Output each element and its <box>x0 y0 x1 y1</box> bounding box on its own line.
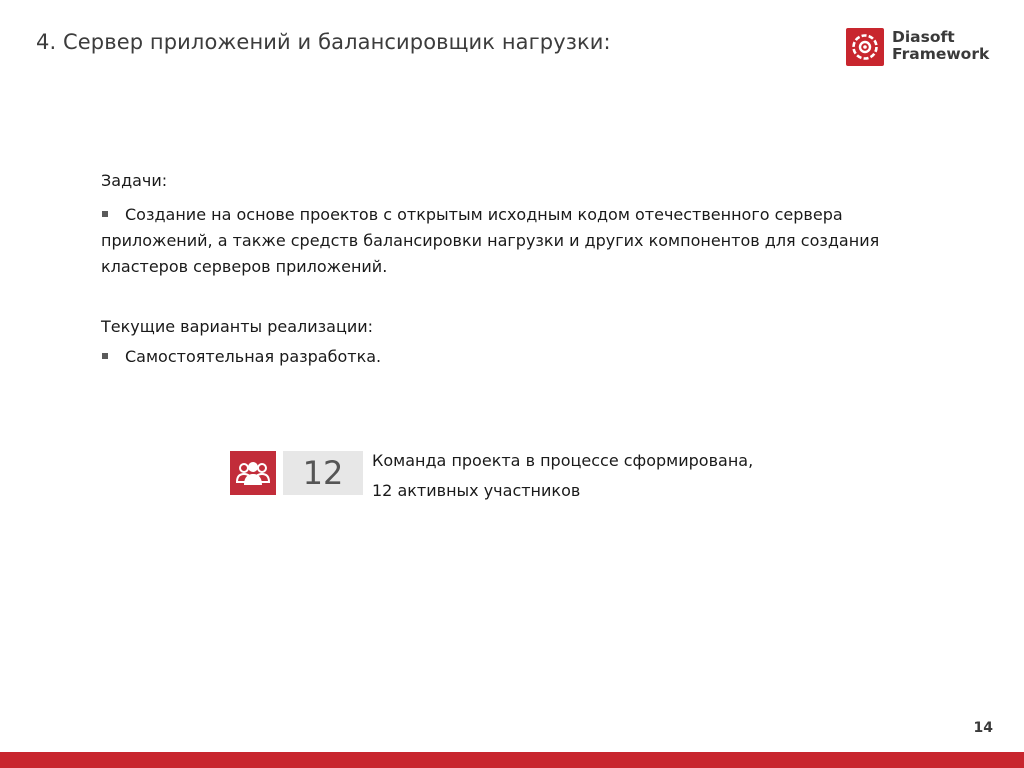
diasoft-logo-icon <box>846 28 884 66</box>
footer-bar <box>0 752 1024 768</box>
team-status-text <box>372 446 753 506</box>
team-status-line-2: 12 активных участников <box>372 481 581 500</box>
people-group-icon <box>236 457 270 489</box>
diasoft-framework-logo <box>846 28 996 68</box>
variants-bullet-item <box>101 344 381 370</box>
square-bullet-icon <box>102 353 108 359</box>
logo-text <box>892 29 989 63</box>
team-icon-box <box>230 451 276 495</box>
tasks-heading: Задачи: <box>101 171 168 190</box>
logo-line-1: Diasoft <box>892 28 955 46</box>
variants-heading: Текущие варианты реализации: <box>101 317 374 336</box>
variants-item-text: Самостоятельная разработка. <box>125 347 382 366</box>
team-count: 12 <box>283 451 363 495</box>
slide-title: 4. Сервер приложений и балансировщик нагрузки: <box>36 30 611 54</box>
team-status-line-1: Команда проекта в процессе сформирована, <box>372 451 754 470</box>
tasks-bullet-item <box>101 202 931 280</box>
logo-line-2: Framework <box>892 45 990 63</box>
tasks-text: Создание на основе проектов с открытым исходным кодом отечественного сервера приложений, а также средств балансировки нагрузки и других компонентов для создания кластеров серверов приложений. <box>101 205 880 276</box>
square-bullet-icon <box>102 211 108 217</box>
page-number: 14 <box>973 720 993 736</box>
